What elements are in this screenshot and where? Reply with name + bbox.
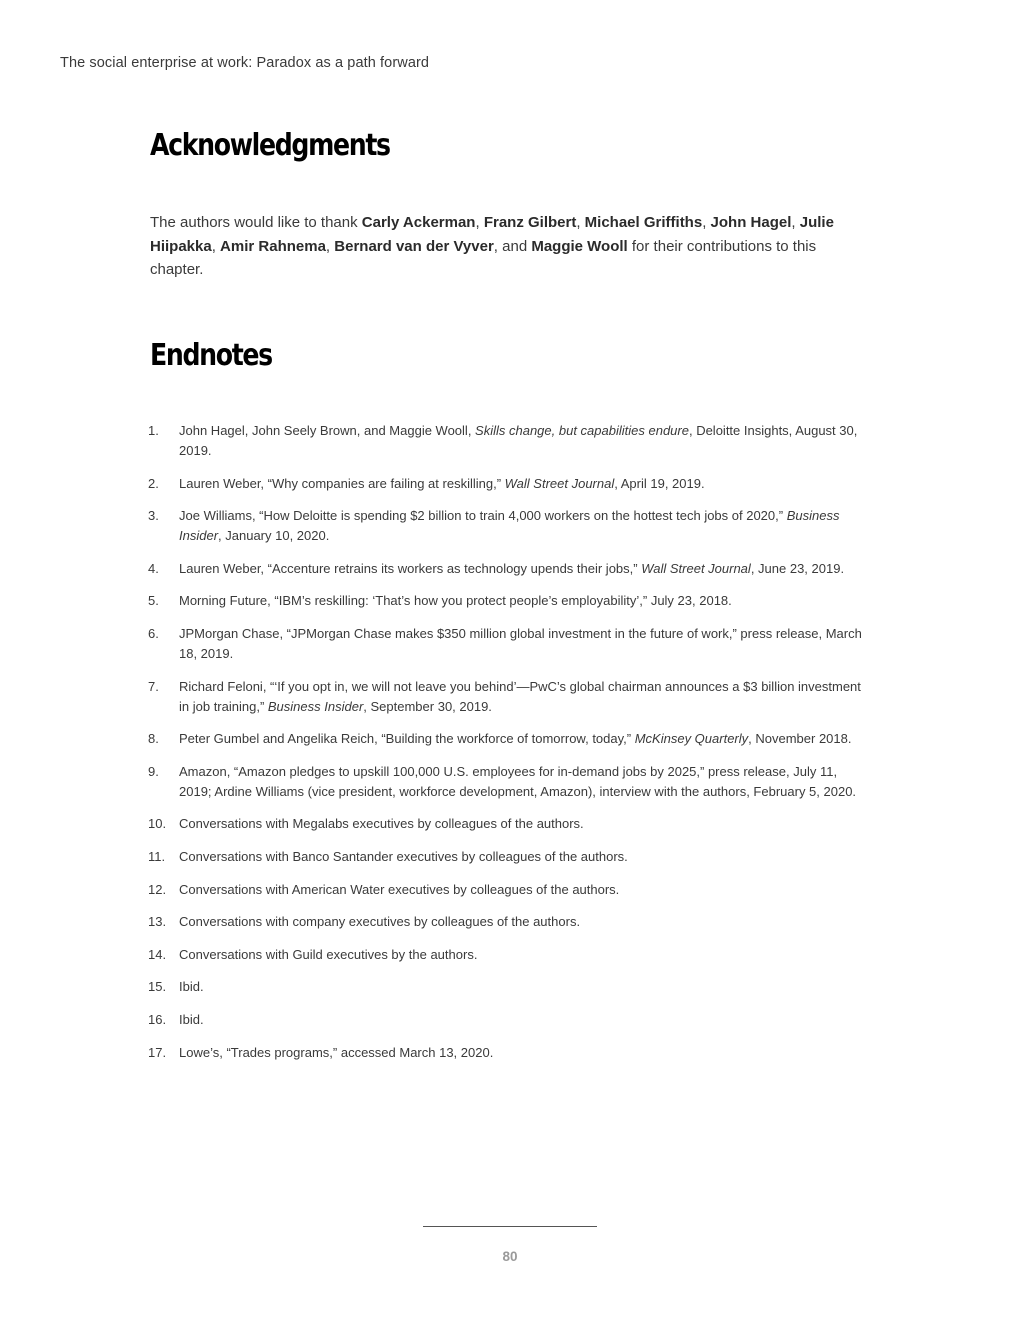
endnote-number: 13. xyxy=(148,914,167,930)
endnote-item xyxy=(148,729,863,749)
endnote-number: 14. xyxy=(148,946,167,962)
name-separator: , xyxy=(475,214,484,231)
endnote-text-segment: Ibid. xyxy=(179,979,204,995)
acknowledgments-outro: for their contributions to this chapter. xyxy=(150,237,817,278)
name-separator: , xyxy=(325,237,335,255)
acknowledged-name: Amir Rahnema xyxy=(220,237,326,255)
endnote-text-segment: Richard Feloni, “‘If you opt in, we will not leave you behind’—PwC’s global chairman announces a $3 billion investment in job training,” xyxy=(179,678,861,714)
endnote-publication-title: Business Insider xyxy=(267,698,364,714)
endnote-item xyxy=(148,677,863,717)
acknowledgments-heading: Acknowledgments xyxy=(150,128,390,163)
acknowledged-name: Maggie Wooll xyxy=(531,237,628,255)
endnote-number: 16. xyxy=(148,1011,167,1027)
endnote-text-segment: Conversations with Megalabs executives by colleagues of the authors. xyxy=(179,816,584,832)
endnote-publication-title: McKinsey Quarterly xyxy=(634,731,749,747)
endnote-number: 2. xyxy=(148,475,159,491)
endnote-number: 9. xyxy=(148,763,159,779)
endnote-number: 10. xyxy=(148,816,167,832)
footer-divider xyxy=(423,1226,597,1227)
endnote-item xyxy=(148,912,863,932)
endnote-text-segment: Peter Gumbel and Angelika Reich, “Building the workforce of tomorrow, today,” xyxy=(179,731,635,747)
endnote-text xyxy=(179,847,863,867)
running-header: The social enterprise at work: Paradox as a path forward xyxy=(60,55,430,71)
acknowledged-name: Michael Griffiths xyxy=(584,214,703,231)
endnote-number: 1. xyxy=(148,423,159,438)
endnote-publication-title: Wall Street Journal xyxy=(641,560,751,576)
endnote-item xyxy=(148,847,863,867)
endnote-text xyxy=(179,591,863,611)
acknowledgments-paragraph xyxy=(150,211,865,282)
endnote-number: 4. xyxy=(148,560,159,576)
endnote-text xyxy=(179,624,863,664)
endnote-item xyxy=(148,762,863,802)
endnote-text xyxy=(179,814,863,834)
endnote-text-segment: , April 19, 2019. xyxy=(614,475,705,491)
endnote-text xyxy=(179,506,863,546)
endnote-number: 12. xyxy=(148,881,167,897)
endnote-item xyxy=(148,1010,863,1030)
endnote-item xyxy=(148,977,863,997)
endnote-item xyxy=(148,945,863,965)
endnote-text-segment: Conversations with company executives by colleagues of the authors. xyxy=(179,914,581,930)
endnote-text xyxy=(179,677,863,717)
acknowledged-name: Bernard van der Vyver xyxy=(334,237,494,255)
name-separator: , and xyxy=(493,237,532,255)
acknowledged-name: John Hagel xyxy=(710,214,792,231)
endnote-text-segment: , January 10, 2020. xyxy=(218,528,330,544)
endnote-publication-title: Business Insider xyxy=(179,508,840,544)
endnote-text-segment: Lauren Weber, “Accenture retrains its workers as technology upends their jobs,” xyxy=(179,560,642,576)
endnote-item xyxy=(148,421,863,461)
endnote-text-segment: , November 2018. xyxy=(748,731,852,747)
endnote-number: 8. xyxy=(148,731,159,747)
endnote-item xyxy=(148,814,863,834)
endnote-text xyxy=(179,977,863,997)
endnote-number: 3. xyxy=(148,508,159,524)
endnote-text xyxy=(179,912,863,932)
acknowledged-name: Carly Ackerman xyxy=(361,214,476,231)
endnote-text-segment: , Deloitte Insights, August 30, 2019. xyxy=(179,423,858,458)
endnote-text xyxy=(179,1010,863,1030)
endnote-text xyxy=(179,421,863,461)
endnote-item xyxy=(148,880,863,900)
endnote-number: 17. xyxy=(148,1044,167,1060)
endnote-text-segment: , June 23, 2019. xyxy=(750,560,845,576)
endnote-publication-title: Skills change, but capabilities endure xyxy=(475,423,689,438)
endnote-text xyxy=(179,762,863,802)
name-separator: , xyxy=(702,214,711,231)
endnote-publication-title: Wall Street Journal xyxy=(504,475,615,491)
endnote-text-segment: Morning Future, “IBM’s reskilling: ‘That’s how you protect people’s employability’,” July 23, 2018. xyxy=(179,593,732,609)
endnote-text-segment: Joe Williams, “How Deloitte is spending $2 billion to train 4,000 workers on the hottest tech jobs of 2020,” xyxy=(179,508,787,524)
endnote-item xyxy=(148,559,863,579)
endnotes-list xyxy=(148,421,863,1075)
endnote-number: 11. xyxy=(148,848,166,864)
endnote-text xyxy=(179,880,863,900)
name-separator: , xyxy=(211,237,221,255)
endnote-text-segment: Lauren Weber, “Why companies are failing at reskilling,” xyxy=(179,475,505,491)
endnote-item xyxy=(148,591,863,611)
page-number: 80 xyxy=(502,1249,518,1264)
name-separator: , xyxy=(791,214,800,231)
acknowledged-name: Franz Gilbert xyxy=(483,214,577,231)
endnote-text-segment: Ibid. xyxy=(179,1011,204,1027)
endnote-text xyxy=(179,1043,863,1063)
endnote-number: 5. xyxy=(148,593,159,609)
endnote-text xyxy=(179,729,863,749)
endnote-number: 15. xyxy=(148,979,167,995)
endnote-text xyxy=(179,559,863,579)
endnote-text-segment: JPMorgan Chase, “JPMorgan Chase makes $350 million global investment in the future of work,” press release, March 18, 2019. xyxy=(179,625,862,661)
endnote-text-segment: John Hagel, John Seely Brown, and Maggie Wooll, xyxy=(179,423,476,438)
endnote-text-segment: Conversations with American Water executives by colleagues of the authors. xyxy=(179,881,620,897)
acknowledged-name: Julie Hiipakka xyxy=(150,214,834,255)
endnotes-heading: Endnotes xyxy=(150,338,272,373)
endnote-text-segment: Lowe’s, “Trades programs,” accessed March 13, 2020. xyxy=(179,1044,494,1060)
endnote-text-segment: Amazon, “Amazon pledges to upskill 100,000 U.S. employees for in-demand jobs by 2025,” press release, July 11, 2019; Ardine Williams (vice president, workforce development, Amazon), interview with the authors, February 5, 2020. xyxy=(179,763,857,799)
endnote-number: 6. xyxy=(148,625,159,641)
endnote-item xyxy=(148,474,863,494)
endnote-item xyxy=(148,1043,863,1063)
endnote-text-segment: Conversations with Banco Santander executives by colleagues of the authors. xyxy=(179,848,628,864)
endnote-text xyxy=(179,945,863,965)
acknowledgments-intro: The authors would like to thank xyxy=(150,214,362,231)
endnote-item xyxy=(148,624,863,664)
endnote-item xyxy=(148,506,863,546)
endnote-text-segment: Conversations with Guild executives by the authors. xyxy=(179,946,478,962)
endnote-text xyxy=(179,474,863,494)
endnote-text-segment: , September 30, 2019. xyxy=(363,698,492,714)
name-separator: , xyxy=(576,214,585,231)
endnote-number: 7. xyxy=(148,678,159,694)
